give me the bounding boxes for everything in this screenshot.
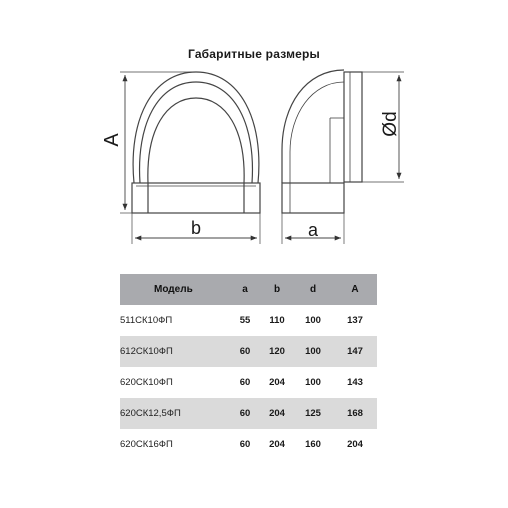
side-view (282, 70, 362, 213)
cell-a: 60 (239, 346, 251, 357)
label-d: Ød (380, 111, 401, 137)
cell-d: 100 (305, 315, 321, 326)
cell-model: 620СК10ФП (120, 377, 173, 388)
cell-b: 204 (269, 439, 285, 450)
cell-a: 55 (239, 315, 251, 326)
table-row (120, 398, 377, 429)
cell-A: 143 (347, 377, 363, 388)
cell-b: 120 (269, 346, 285, 357)
label-A: A (101, 133, 123, 147)
cell-A: 137 (347, 315, 363, 326)
cell-A: 204 (347, 439, 363, 450)
cell-d: 160 (305, 439, 321, 450)
dimension-A (120, 72, 196, 213)
cell-A: 147 (347, 346, 363, 357)
cell-a: 60 (239, 377, 251, 388)
cell-a: 60 (239, 408, 251, 419)
cell-d: 125 (305, 408, 321, 419)
cell-d: 100 (305, 377, 321, 388)
cell-model: 511СК10ФП (120, 315, 173, 326)
header-model: Модель (154, 284, 193, 295)
front-view (132, 72, 260, 213)
label-b: b (190, 218, 202, 238)
header-a: a (242, 284, 248, 295)
table-header-row (120, 274, 377, 305)
dimensions-table (120, 274, 377, 460)
cell-model: 620СК12,5ФП (120, 408, 181, 419)
cell-b: 204 (269, 377, 285, 388)
cell-d: 100 (305, 346, 321, 357)
label-a: a (307, 220, 319, 240)
table-row (120, 367, 377, 398)
table-row (120, 336, 377, 367)
cell-a: 60 (239, 439, 251, 450)
page-title: Габаритные размеры (187, 47, 321, 61)
header-A: A (351, 284, 359, 295)
table-row (120, 305, 377, 336)
header-d: d (309, 284, 317, 295)
cell-model: 612СК10ФП (120, 346, 173, 357)
cell-b: 110 (269, 315, 285, 326)
cell-model: 620СК16ФП (120, 439, 173, 450)
cell-b: 204 (269, 408, 285, 419)
header-b: b (273, 284, 281, 295)
table-row (120, 429, 377, 460)
cell-A: 168 (347, 408, 363, 419)
